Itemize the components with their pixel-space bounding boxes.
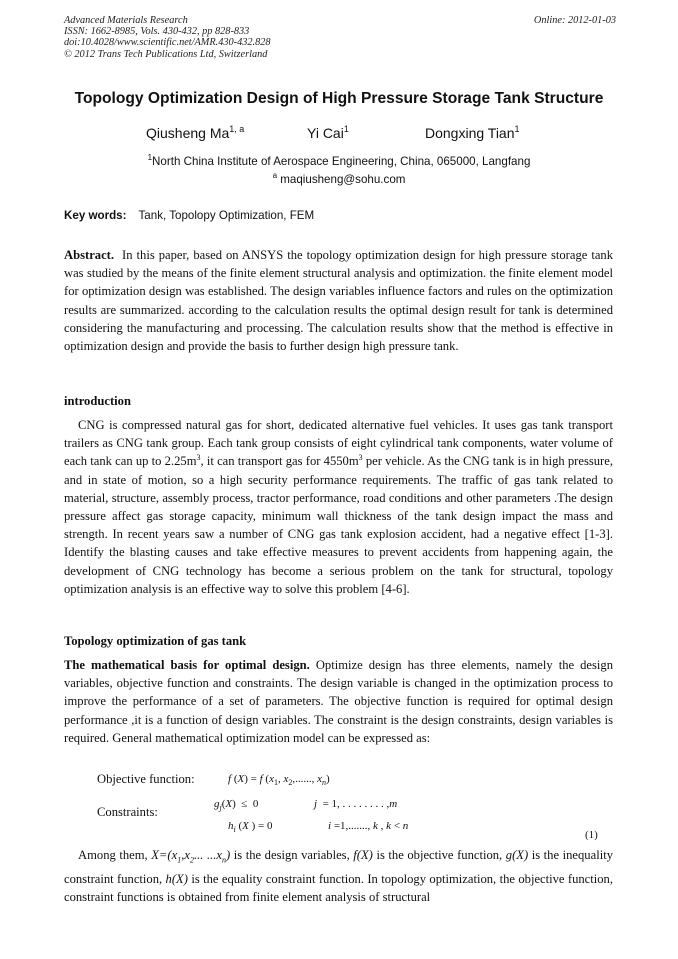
online-date: Online: 2012-01-03 [533, 15, 616, 26]
journal-header [64, 15, 616, 60]
author-2: Yi Cai$^1$ [307, 124, 349, 141]
paper-title: Topology Optimization Design of High Pressure Storage Tank Structure [74, 90, 604, 107]
author-email: $^a$ maqiusheng@sohu.com [272, 171, 406, 186]
abstract: Abstract. In this paper, based on ANSYS the topology optimization design for high pressure storage tank was studied by the means of the finite element structural analysis and optimization. the finite element model for optimization design was established. The design variables influence factors and rules on the optimization results are summarized. according to the calculation results the optimal design result for tank is determined considering the manufacturing and processing. The calculation results show that the method is effective in optimization design and provide the basis to further design high pressure tank. [64, 248, 614, 354]
section-heading-topology: Topology optimization of gas tank [64, 634, 247, 648]
inequality-index-range: j = 1, . . . . . . . . ,m [314, 798, 398, 810]
objective-label: Objective function: [97, 772, 195, 786]
issn: ISSN: 1662-8985, Vols. 430-432, pp 828-833 [64, 26, 250, 38]
author-3: Dongxing Tian$^1$ [425, 124, 520, 141]
author-1: Qiusheng Ma$^{1, a}$ [146, 124, 245, 141]
keywords: Key words: Tank, Topolopy Optimization, FEM [64, 209, 315, 222]
constraints-label: Constraints: [97, 805, 158, 819]
section-heading-introduction: introduction [64, 394, 131, 408]
objective-equation: f (X) = f ($x_1$, $x_2$,......, $x_n$) [228, 773, 330, 788]
introduction-paragraph: CNG is compressed natural gas for short, dedicated alternative fuel vehicles. It uses gas tank transport trailers as CNG tank group. Each tank group consists of eight cylindrical tank components, water volume of each tank can up to $2.25m^3$, it can transport gas for $4550m^3$ per vehicle. As the CNG tank is in high pressure, and in state of motion, so a high security performance requirements. The traffic of gas tank related to material, structure, assembly process, tractor performance, road conditions and other parameters .The design pressure affect gas storage capacity, minimum wall thickness of the tank design impact the mass and strength. In recent years saw a number of CNG gas tank explosion accident, had a negative effect [1-3]. Identify the blasting causes and take effective measures to prevent accidents from happening again, the development of CNG technology has become a serious problem on the tank for structural, topology optimization analysis is an effective way to solve this problem [4-6]. [64, 418, 613, 596]
affiliation: $^1$North China Institute of Aerospace Engineering, China, 065000, Langfang [147, 153, 531, 168]
equality-constraint: $h_i$ (X ) = 0 [228, 820, 273, 835]
inequality-constraint: $g_j(X) \le 0$ [214, 798, 259, 813]
variables-paragraph: Among them, $X=(x_1,x_2$... $...x_n$) is the design variables, f(X) is the objective function, g(X) is the inequality constraint function, h(X) is the equality constraint function. In topology optimization, the objective function, constraint functions is obtained from finite element analysis of structural [64, 848, 614, 904]
doi: doi:10.4028/www.scientific.net/AMR.430-432.828 [64, 37, 271, 49]
copyright: © 2012 Trans Tech Publications Ltd, Switzerland [64, 48, 268, 60]
equation-number: (1) [585, 829, 598, 841]
math-basis-paragraph: The mathematical basis for optimal design. Optimize design has three elements, namely the design variables, objective function and constraints. The design variable is changed in the optimization process to improve the performance of a set of parameters. The objective function is required for optimal design performance ,it is a function of design variables. The constraint is the design constraints, design variables is required. General mathematical optimization model can be expressed as: [64, 658, 613, 745]
journal-name: Advanced Materials Research [64, 15, 188, 26]
equality-index-range: i =1,......., k , k < n [328, 820, 409, 832]
